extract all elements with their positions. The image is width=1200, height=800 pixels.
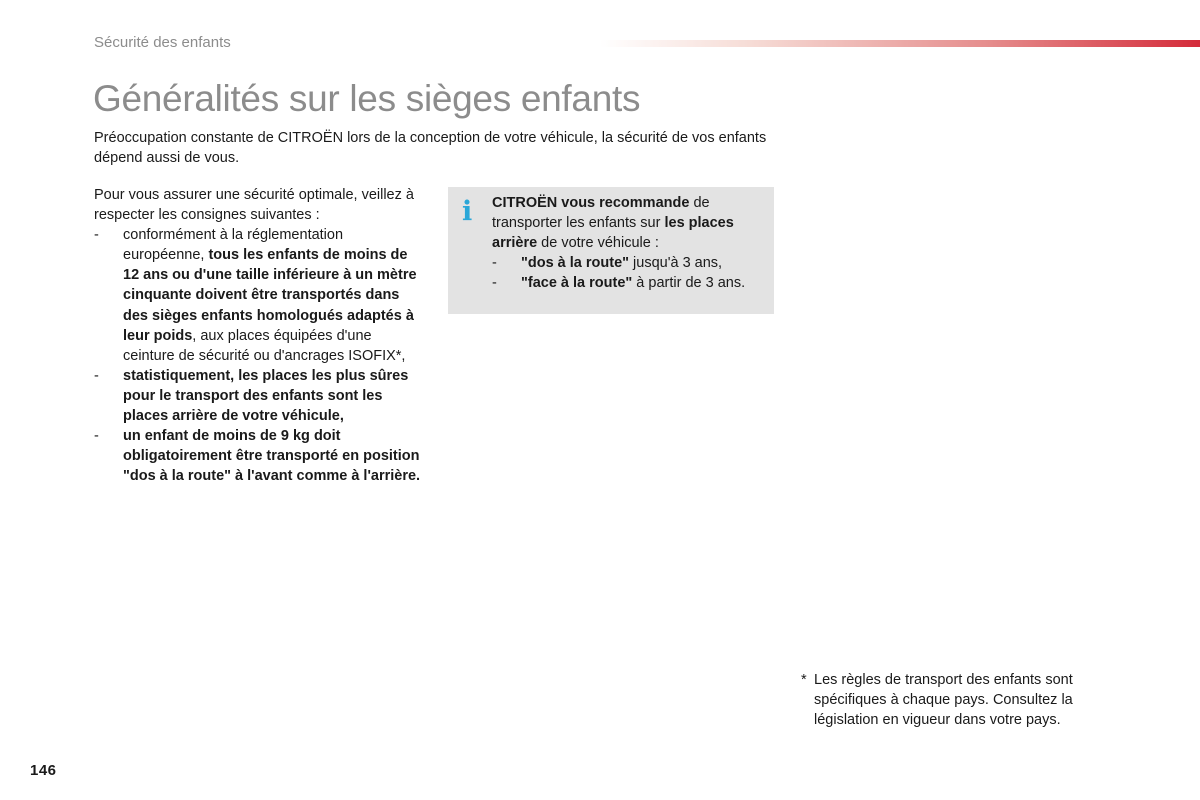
list-item (94, 426, 424, 486)
info-list (492, 253, 768, 293)
bullet-dash: - (94, 428, 99, 445)
info-icon: i (462, 196, 473, 227)
footnote-marker: * (801, 672, 807, 688)
item-text-bold: un enfant de moins de 9 kg doit obligatoirement être transporté en position "dos à la route" à l'avant comme à l'arrière. (123, 428, 421, 485)
info-bold: CITROËN vous recommande (492, 195, 690, 211)
footnote-text: Les règles de transport des enfants sont spécifiques à chaque pays. Consultez la législation en vigueur dans votre pays. (814, 672, 1073, 729)
bullet-dash: - (94, 227, 99, 244)
info-text-run: de votre véhicule : (537, 235, 659, 252)
intro-paragraph: Préoccupation constante de CITROËN lors de la conception de votre véhicule, la sécurité de vos enfants dépend aussi de vous. (94, 130, 767, 166)
info-bold: "face à la route" (521, 275, 633, 292)
bullet-dash: - (492, 255, 497, 272)
item-text: , aux places équipées d'une ceinture de sécurité ou d'ancrages ISOFIX*, (123, 327, 406, 364)
footnote (801, 670, 1101, 730)
page-title: Généralités sur les sièges enfants (93, 78, 641, 119)
list-item (492, 253, 768, 273)
item-text-bold: statistiquement, les places les plus sûres pour le transport des enfants sont les places arrière de votre véhicule, (123, 367, 409, 425)
instructions-lead: Pour vous assurer une sécurité optimale, veillez à respecter les consignes suivantes : (94, 187, 414, 224)
info-text-run: jusqu'à 3 ans, (629, 255, 723, 272)
page-number: 146 (30, 762, 57, 779)
item-text-bold: tous les enfants de moins de 12 ans ou d'une taille inférieure à un mètre cinquante doivent être transportés dans des sièges enfants homologués adaptés à leur poids (123, 247, 417, 344)
bullet-dash: - (492, 275, 497, 292)
item-text: conformément à la réglementation européenne, (123, 227, 344, 264)
info-text-run: à partir de 3 ans. (632, 275, 746, 292)
header-accent-bar (600, 40, 1200, 47)
list-item (492, 273, 768, 293)
section-header: Sécurité des enfants (94, 34, 231, 51)
info-text-run: de transporter les enfants sur (492, 195, 710, 232)
instructions-list (94, 225, 424, 486)
info-bold: "dos à la route" (521, 255, 630, 272)
info-bold: les places arrière (492, 215, 734, 252)
safety-instructions (94, 185, 424, 486)
info-box (448, 187, 774, 314)
list-item (94, 225, 424, 366)
info-paragraph (492, 193, 768, 253)
list-item (94, 366, 424, 426)
info-text (492, 193, 768, 293)
bullet-dash: - (94, 367, 99, 384)
